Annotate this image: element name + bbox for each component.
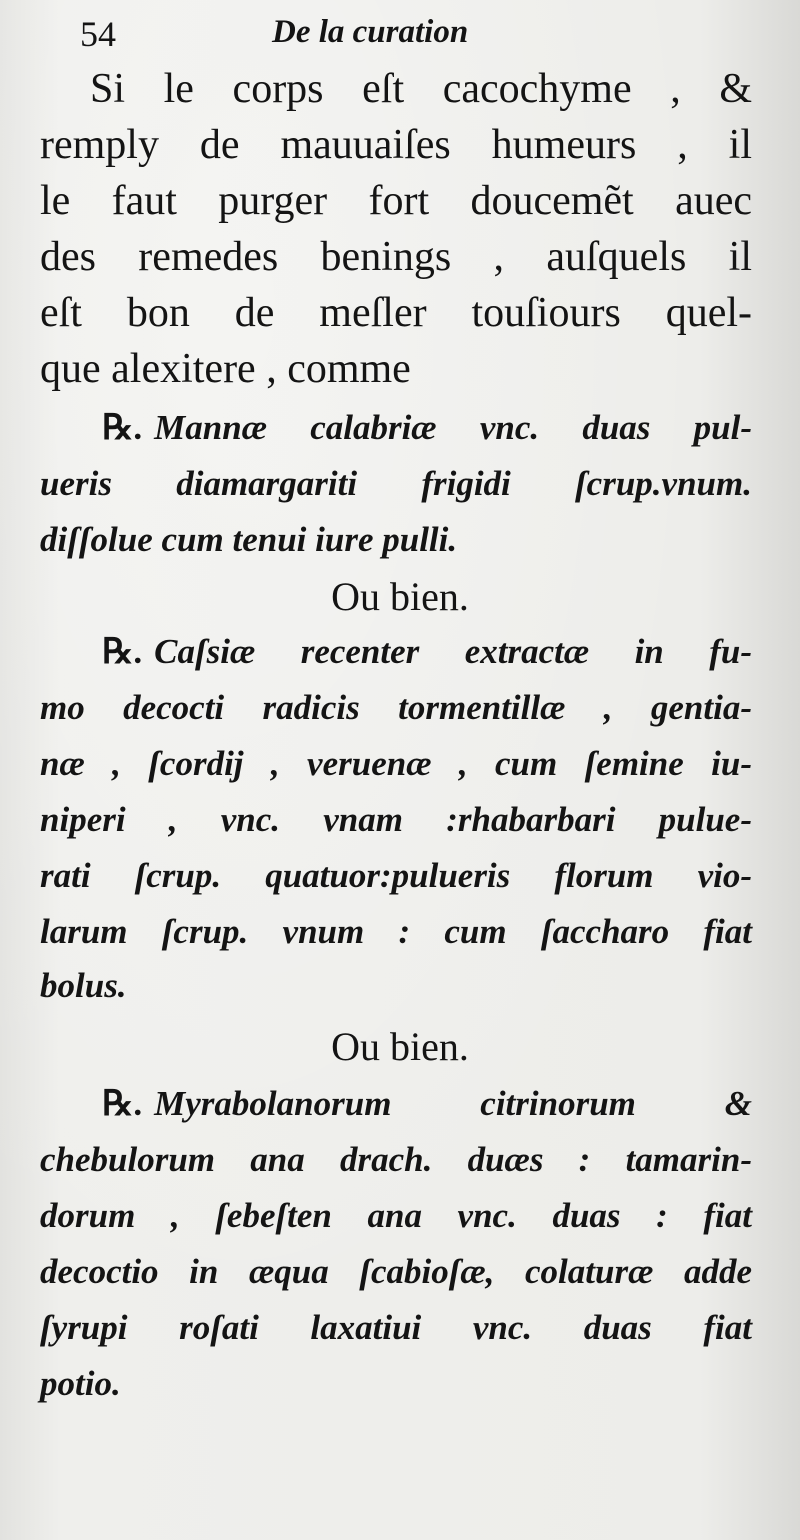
paragraph-line: Si le corps eſt cacochyme , &	[90, 66, 752, 112]
ou-bien-heading: Ou bien.	[331, 1024, 469, 1069]
recipe-2-line: bolus.	[40, 966, 127, 1005]
recipe-3-line: ſyrupi roſati laxatiui vnc. duas fiat	[40, 1308, 752, 1347]
paragraph-line: eſt bon de meſler touſiours quel-	[40, 290, 752, 336]
running-head-title: De la curation	[272, 14, 469, 50]
recipe-2-line: mo decocti radicis tormentillæ , gentia-	[40, 688, 752, 727]
paragraph-line: remply de mauuaiſes humeurs , il	[40, 122, 752, 168]
recipe-symbol: ℞.	[102, 408, 143, 447]
recipe-1-text: Mannæ calabriæ vnc. duas pul-	[154, 408, 752, 447]
recipe-3-line: dorum , ſebeſten ana vnc. duas : fiat	[40, 1196, 752, 1235]
paragraph-line: le faut purger fort doucemẽt auec	[40, 178, 752, 224]
recipe-2-text: Caſsiæ recenter extractæ in fu-	[154, 632, 752, 671]
recipe-2-line: næ , ſcordij , veruenæ , cum ſemine iu-	[40, 744, 752, 783]
recipe-3-line	[40, 1086, 752, 1121]
recipe-3-text: Myrabolanorum citrinorum &	[154, 1084, 752, 1123]
recipe-1-line: ueris diamargariti frigidi ſcrup.vnum.	[40, 464, 752, 503]
recipe-3-line: decoctio in æqua ſcabioſæ, colaturæ adde	[40, 1252, 752, 1291]
running-head	[40, 14, 752, 54]
recipe-1-line	[40, 410, 752, 445]
recipe-2-line: niperi , vnc. vnam :rhabarbari pulue-	[40, 800, 752, 839]
page-number: 54	[80, 14, 116, 54]
recipe-1-line: diſſolue cum tenui iure pulli.	[40, 520, 458, 559]
paragraph-line: des remedes benings , auſquels il	[40, 234, 752, 280]
recipe-symbol: ℞.	[102, 632, 143, 671]
recipe-3-line: potio.	[40, 1364, 121, 1403]
recipe-2-line	[40, 634, 752, 669]
recipe-2-line: rati ſcrup. quatuor:pulueris florum vio-	[40, 856, 752, 895]
recipe-3-line: chebulorum ana drach. duæs : tamarin-	[40, 1140, 752, 1179]
recipe-2-line: larum ſcrup. vnum : cum ſaccharo fiat	[40, 912, 752, 951]
recipe-symbol: ℞.	[102, 1084, 143, 1123]
paragraph-line: que alexitere , comme	[40, 346, 411, 392]
ou-bien-heading: Ou bien.	[331, 574, 469, 619]
